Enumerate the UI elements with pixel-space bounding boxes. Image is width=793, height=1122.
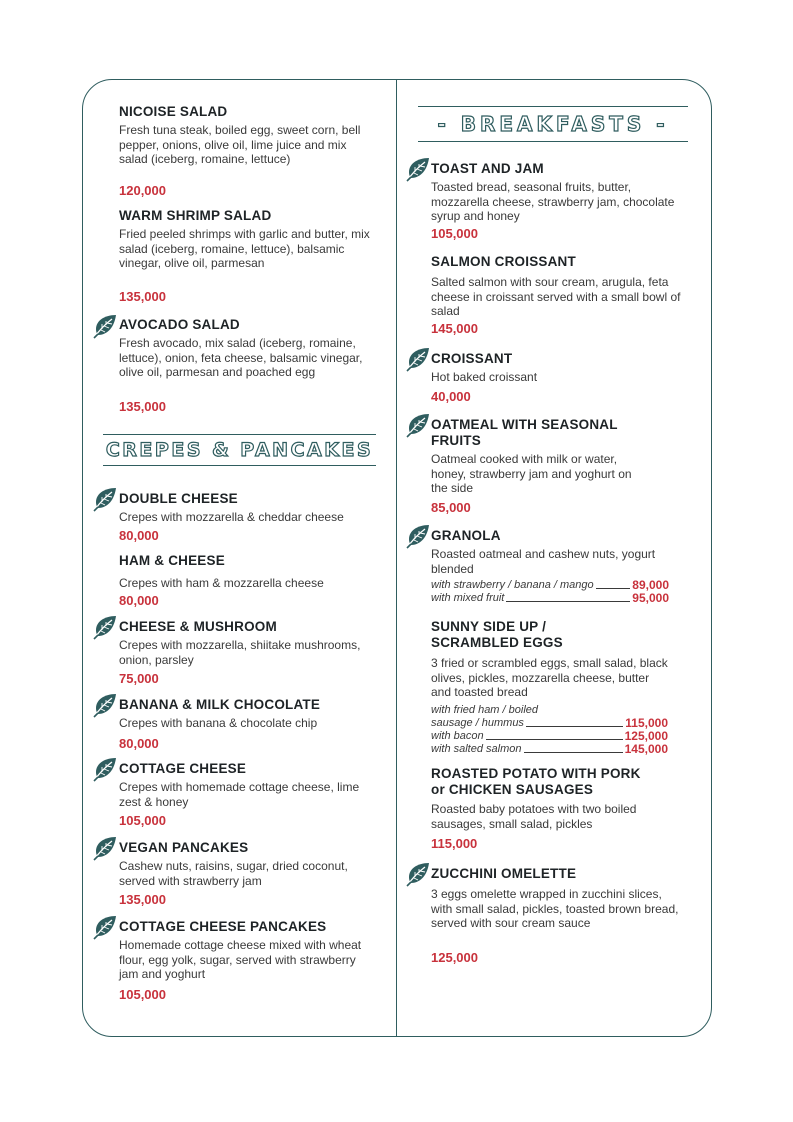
- item-description: Fresh tuna steak, boiled egg, sweet corn, bell pepper, onions, olive oil, lime juice and mix salad (iceberg, romaine, lettuce): [119, 123, 361, 167]
- item-price: 105,000: [119, 987, 166, 1002]
- menu-item-vegan-pancakes: [119, 840, 374, 888]
- item-description: 3 eggs omelette wrapped in zucchini slices, with small salad, pickles, toasted brown bread, served with sour cream sauce: [431, 887, 679, 931]
- item-title: WARM SHRIMP SALAD: [119, 208, 272, 223]
- option-row: [431, 730, 668, 743]
- item-price: 40,000: [431, 389, 471, 404]
- option-label: with fried ham / boiled: [431, 703, 538, 716]
- item-description: Salted salmon with sour cream, arugula, feta cheese in croissant served with a small bowl of salad: [431, 275, 681, 319]
- item-description: Crepes with banana & chocolate chip: [119, 716, 318, 730]
- option-label: with salted salmon: [431, 742, 522, 755]
- leaf-icon: [92, 486, 118, 512]
- option-price: 95,000: [632, 591, 669, 606]
- item-description: Crepes with ham & mozzarella cheese: [119, 576, 324, 590]
- menu-item-nicoise-salad: [119, 104, 374, 167]
- option-row: [431, 592, 669, 605]
- menu-item-cottage-cheese: [119, 761, 374, 809]
- item-title: TOAST AND JAM: [431, 161, 544, 176]
- item-title: COTTAGE CHEESE: [119, 761, 247, 776]
- item-description: Toasted bread, seasonal fruits, butter, mozzarella cheese, strawberry jam, chocolate syrup and honey: [431, 180, 675, 224]
- item-price: 135,000: [119, 892, 166, 907]
- item-price: 75,000: [119, 671, 159, 686]
- item-title: ZUCCHINI OMELETTE: [431, 866, 577, 881]
- menu-item-cheese-mushroom: [119, 619, 369, 667]
- item-title-line1: SUNNY SIDE UP /: [431, 619, 547, 634]
- item-description: Homemade cottage cheese mixed with wheat flour, egg yolk, sugar, served with strawberry jam and yoghurt: [119, 938, 362, 982]
- option-label: sausage / hummus: [431, 716, 524, 729]
- item-title-line2: or CHICKEN SAUSAGES: [431, 782, 594, 797]
- item-price: 120,000: [119, 183, 166, 198]
- leaf-icon: [92, 756, 118, 782]
- menu-item-salmon-croissant: [431, 254, 686, 319]
- menu-item-avocado-salad: [119, 317, 374, 380]
- item-title-line2: SCRAMBLED EGGS: [431, 635, 563, 650]
- item-description: Hot baked croissant: [431, 370, 538, 384]
- item-price: 135,000: [119, 399, 166, 414]
- option-label: with mixed fruit: [431, 592, 505, 605]
- item-description: Cashew nuts, raisins, sugar, dried coconut, served with strawberry jam: [119, 859, 348, 888]
- menu-item-eggs: [431, 619, 668, 756]
- item-price: 135,000: [119, 289, 166, 304]
- option-price: 89,000: [632, 578, 669, 593]
- option-price: 125,000: [624, 728, 668, 743]
- option-list: [431, 579, 669, 605]
- item-price: 115,000: [431, 836, 478, 851]
- item-description: Crepes with mozzarella & cheddar cheese: [119, 510, 344, 524]
- item-title-line1: ROASTED POTATO WITH PORK: [431, 766, 641, 781]
- leaf-icon: [405, 523, 431, 549]
- option-price: 145,000: [624, 741, 668, 756]
- menu-item-roasted-potato: [431, 766, 686, 831]
- option-label: with bacon: [431, 729, 484, 742]
- item-description: Roasted baby potatoes with two boiled sausages, small salad, pickles: [431, 802, 637, 831]
- item-price: 105,000: [431, 226, 478, 241]
- item-title: GRANOLA: [431, 528, 501, 543]
- leaf-icon: [405, 412, 431, 438]
- item-description: Oatmeal cooked with milk or water, honey, strawberry jam and yoghurt on the side: [431, 452, 632, 496]
- item-price: 80,000: [119, 593, 159, 608]
- option-intro: [431, 704, 668, 717]
- item-price: 105,000: [119, 813, 166, 828]
- item-title: VEGAN PANCAKES: [119, 840, 249, 855]
- leaf-icon: [92, 692, 118, 718]
- item-description: Crepes with mozzarella, shiitake mushrooms, onion, parsley: [119, 638, 361, 667]
- item-description: Fresh avocado, mix salad (iceberg, romaine, lettuce), onion, feta cheese, balsamic vinegar, olive oil, parmesan and poached egg: [119, 336, 363, 380]
- leader-line: [526, 726, 623, 727]
- item-title: OATMEAL WITH SEASONAL FRUITS: [431, 417, 618, 448]
- leaf-icon: [92, 914, 118, 940]
- item-title: DOUBLE CHEESE: [119, 491, 238, 506]
- menu-item-granola: [431, 528, 669, 605]
- item-title: CROISSANT: [431, 351, 513, 366]
- item-description: 3 fried or scrambled eggs, small salad, black olives, pickles, mozzarella cheese, butter and toasted bread: [431, 656, 668, 700]
- item-title: COTTAGE CHEESE PANCAKES: [119, 919, 327, 934]
- option-row: [431, 743, 668, 756]
- item-title: NICOISE SALAD: [119, 104, 228, 119]
- leaf-icon: [405, 861, 431, 887]
- menu-item-toast-and-jam: [431, 161, 681, 224]
- leaf-icon: [405, 346, 431, 372]
- item-price: 145,000: [431, 321, 478, 336]
- item-description: Crepes with homemade cottage cheese, lime zest & honey: [119, 780, 360, 809]
- item-title: CHEESE & MUSHROOM: [119, 619, 277, 634]
- leaf-icon: [405, 156, 431, 182]
- leaf-icon: [92, 313, 118, 339]
- menu-item-warm-shrimp-salad: [119, 208, 374, 271]
- item-title: SALMON CROISSANT: [431, 254, 576, 269]
- item-price: 125,000: [431, 950, 478, 965]
- item-price: 85,000: [431, 500, 471, 515]
- menu-item-croissant: [431, 351, 681, 385]
- menu-item-ham-cheese: [119, 553, 379, 591]
- column-divider: [396, 80, 397, 1036]
- option-list: [431, 704, 668, 756]
- item-title: HAM & CHEESE: [119, 553, 225, 568]
- leader-line: [506, 601, 630, 602]
- menu-item-oatmeal: [431, 417, 651, 496]
- menu-item-zucchini-omelette: [431, 866, 681, 931]
- section-rule-bottom: [103, 465, 376, 466]
- leaf-icon: [92, 614, 118, 640]
- option-label: with strawberry / banana / mango: [431, 579, 594, 592]
- option-price: 115,000: [625, 715, 668, 730]
- item-description: Fried peeled shrimps with garlic and butter, mix salad (iceberg, romaine, lettuce), balsamic vinegar, olive oil, parmesan: [119, 227, 370, 271]
- leader-line: [596, 588, 631, 589]
- leader-line: [524, 752, 623, 753]
- section-crepes-pancakes: [103, 434, 376, 466]
- menu-item-cottage-cheese-pancakes: [119, 919, 374, 982]
- item-price: 80,000: [119, 736, 159, 751]
- section-heading: - BREAKFASTS -: [437, 112, 669, 136]
- leader-line: [486, 739, 623, 740]
- section-rule-bottom: [418, 141, 688, 142]
- option-row: [431, 717, 668, 730]
- menu-item-double-cheese: [119, 491, 379, 525]
- section-heading: CREPES & PANCAKES: [105, 439, 374, 461]
- section-breakfasts: [418, 106, 688, 142]
- item-title: AVOCADO SALAD: [119, 317, 240, 332]
- menu-item-banana-milk-chocolate: [119, 697, 379, 731]
- leaf-icon: [92, 835, 118, 861]
- item-title: BANANA & MILK CHOCOLATE: [119, 697, 321, 712]
- item-description: Roasted oatmeal and cashew nuts, yogurt blended: [431, 547, 656, 576]
- item-price: 80,000: [119, 528, 159, 543]
